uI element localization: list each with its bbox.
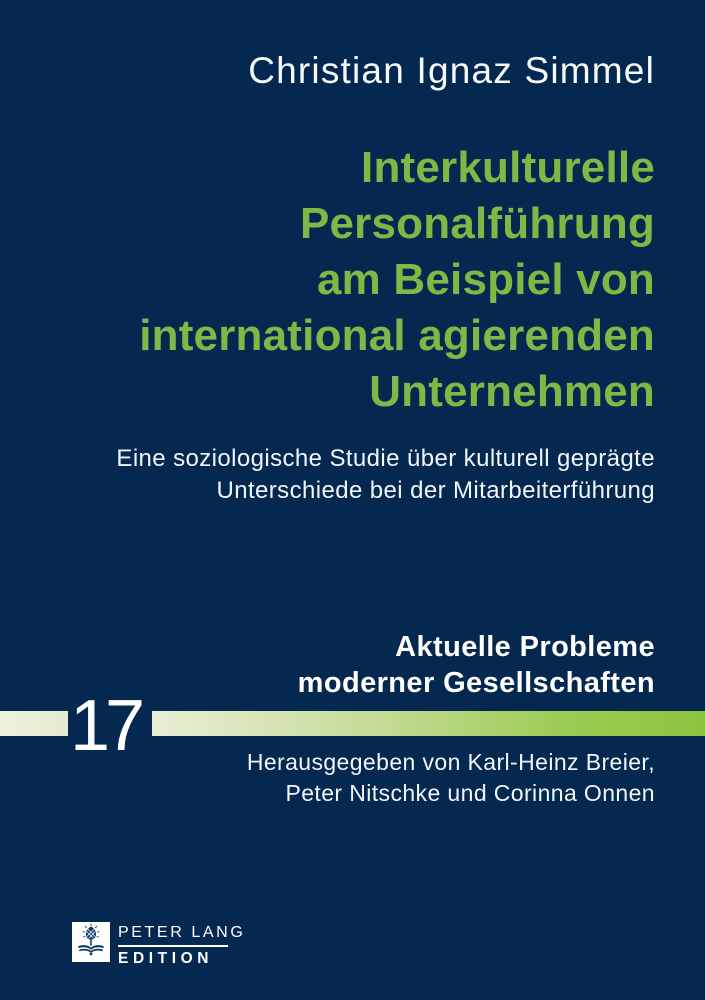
series-title <box>298 629 655 701</box>
publisher-logo-square <box>72 922 110 962</box>
book-title <box>139 140 655 420</box>
series-volume-number: 17 <box>69 686 141 766</box>
title-line: Interkulturelle <box>361 143 655 192</box>
title-line: Personalführung <box>299 199 655 248</box>
publisher-name: PETER LANG <box>118 924 246 941</box>
publisher-logo-divider <box>118 945 228 947</box>
publisher-logo-text <box>118 922 245 968</box>
editors-credit <box>247 747 655 809</box>
title-line: am Beispiel von <box>316 255 655 304</box>
series-band-left-segment <box>0 711 68 736</box>
subtitle-line: Eine soziologische Studie über kulturell geprägte <box>116 445 655 472</box>
title-line: international agierenden <box>139 311 655 360</box>
editors-line: Peter Nitschke und Corinna Onnen <box>285 780 655 806</box>
series-band-gradient <box>152 711 705 736</box>
publisher-edition-label: EDITION <box>118 950 214 967</box>
series-title-line: Aktuelle Probleme <box>395 631 655 663</box>
book-tree-icon <box>76 923 106 961</box>
author-name: Christian Ignaz Simmel <box>248 50 655 91</box>
editors-line: Herausgegeben von Karl-Heinz Breier, <box>246 749 655 775</box>
series-title-line: moderner Gesellschaften <box>297 667 655 699</box>
title-line: Unternehmen <box>369 367 655 416</box>
subtitle-line: Unterschiede bei der Mitarbeiterführung <box>216 477 655 504</box>
book-subtitle <box>116 443 655 507</box>
publisher-logo <box>72 922 245 968</box>
